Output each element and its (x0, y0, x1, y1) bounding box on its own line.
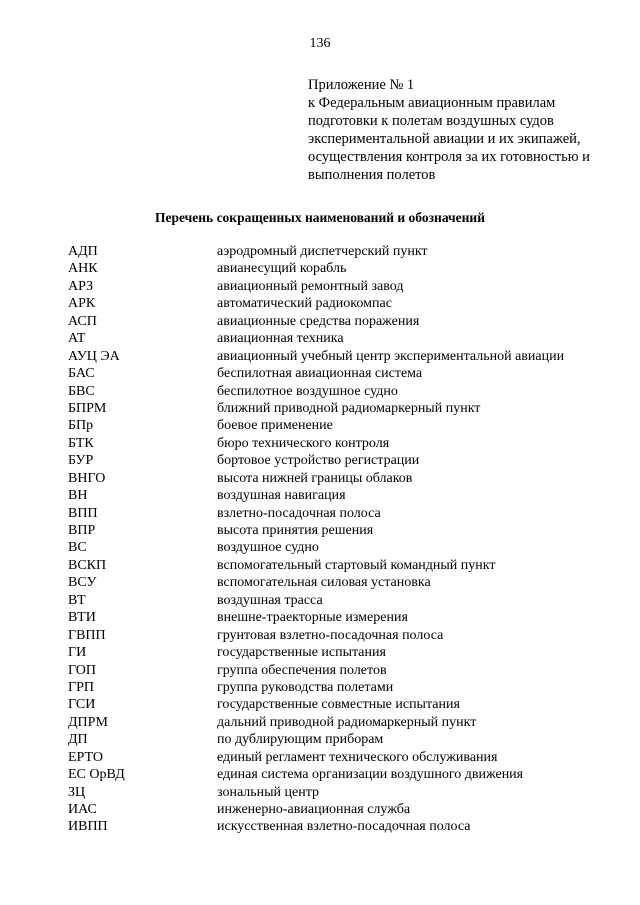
abbreviation-meaning: единый регламент технического обслуживания (217, 749, 498, 765)
abbreviation: ИАС (68, 802, 97, 817)
abbreviation-meaning: автоматический радиокомпас (217, 296, 392, 312)
abbreviation: ИВПП (68, 819, 108, 835)
list-item (68, 260, 628, 277)
abbreviation: ЕС ОрВД (68, 767, 125, 783)
list-item (68, 592, 628, 609)
abbreviation-meaning: инженерно-авиационная служба (217, 802, 411, 817)
appendix-line: выполнения полетов (308, 167, 436, 183)
appendix-line: Приложение № 1 (308, 77, 415, 93)
abbreviation-meaning: вспомогательная силовая установка (217, 575, 431, 591)
abbreviation: ВПР (68, 523, 96, 538)
abbreviation: БПр (68, 418, 94, 434)
abbreviation-meaning: грунтовая взлетно-посадочная полоса (217, 627, 444, 643)
list-item (68, 609, 628, 626)
list-item (68, 295, 628, 312)
abbreviation-meaning: бортовое устройство регистрации (217, 453, 420, 469)
list-item (68, 330, 628, 347)
abbreviation: ВН (68, 488, 88, 504)
abbreviation-meaning: группа обеспечения полетов (217, 662, 387, 678)
abbreviation-meaning: ближний приводной радиомаркерный пункт (217, 400, 481, 416)
list-item (68, 731, 628, 748)
list-item (68, 452, 628, 469)
list-item (68, 348, 628, 365)
abbreviation: АСП (68, 313, 97, 329)
list-item (68, 365, 628, 382)
abbreviation-meaning: группа руководства полетами (217, 679, 394, 695)
abbreviation-meaning: авиационная техника (217, 331, 344, 347)
list-item (68, 278, 628, 295)
abbreviation-meaning: воздушное судно (217, 540, 319, 556)
abbreviation: АУЦ ЭА (68, 348, 120, 364)
abbreviation: АТ (68, 331, 86, 347)
list-item (68, 522, 628, 539)
abbreviation-meaning: внешне-траекторные измерения (217, 610, 408, 626)
abbreviation-meaning: авиационный ремонтный завод (217, 278, 404, 294)
abbreviation-meaning: беспилотное воздушное судно (217, 383, 398, 399)
list-item (68, 784, 628, 801)
abbreviation-meaning: государственные испытания (217, 645, 386, 661)
abbreviation-meaning: искусственная взлетно-посадочная полоса (217, 819, 471, 835)
abbreviation: ВСКП (68, 557, 107, 573)
list-item (68, 801, 628, 818)
list-item (68, 435, 628, 452)
abbreviation-meaning: боевое применение (217, 418, 333, 434)
abbreviation: ЕРТО (68, 749, 103, 765)
list-item (68, 696, 628, 713)
abbreviation-meaning: авианесущий корабль (217, 261, 347, 277)
abbreviation: ДПРМ (68, 714, 108, 730)
abbreviation-meaning: высота нижней границы облаков (217, 470, 413, 486)
list-item (68, 818, 628, 835)
abbreviation: ЗЦ (68, 784, 86, 800)
list-title: Перечень сокращенных наименований и обозначений (155, 210, 485, 225)
abbreviation-list (68, 243, 628, 836)
list-item (68, 679, 628, 696)
abbreviation-meaning: вспомогательный стартовый командный пункт (217, 557, 496, 573)
list-item (68, 383, 628, 400)
abbreviation-meaning: авиационные средства поражения (217, 313, 420, 329)
abbreviation-meaning: единая система организации воздушного движения (217, 767, 524, 783)
list-item (68, 539, 628, 556)
abbreviation: ГВПП (68, 627, 106, 643)
abbreviation: ВС (68, 540, 87, 556)
appendix-line: экспериментальной авиации и их экипажей, (308, 131, 581, 147)
abbreviation: АРК (68, 296, 96, 312)
abbreviation-meaning: воздушная трасса (217, 592, 323, 608)
appendix-line: подготовки к полетам воздушных судов (308, 113, 554, 129)
page-number: 136 (309, 36, 331, 51)
abbreviation: АРЗ (68, 278, 94, 294)
abbreviation: БТК (68, 435, 94, 451)
appendix-line: осуществления контроля за их готовностью и (308, 149, 590, 165)
list-item (68, 714, 628, 731)
abbreviation: ВНГО (68, 470, 106, 486)
abbreviation: ВПП (68, 505, 98, 521)
list-item (68, 557, 628, 574)
abbreviation-meaning: аэродромный диспетчерский пункт (217, 244, 428, 259)
abbreviation: ГСИ (68, 697, 96, 713)
list-item (68, 644, 628, 661)
abbreviation-meaning: авиационный учебный центр экспериментальной авиации (217, 348, 565, 364)
appendix-header (308, 76, 628, 184)
appendix-line: к Федеральным авиационным правилам (308, 95, 556, 111)
abbreviation-meaning: зональный центр (217, 784, 320, 800)
abbreviation: ВТИ (68, 610, 96, 626)
list-item (68, 470, 628, 487)
abbreviation-meaning: бюро технического контроля (217, 435, 390, 451)
abbreviation: АДП (68, 244, 98, 259)
list-item (68, 574, 628, 591)
abbreviation: АНК (68, 261, 98, 277)
abbreviation: ДП (68, 732, 88, 748)
list-item (68, 766, 628, 783)
abbreviation: ГОП (68, 662, 96, 678)
abbreviation: БУР (68, 453, 94, 469)
list-item (68, 749, 628, 766)
abbreviation: БПРМ (68, 400, 107, 416)
abbreviation-meaning: высота принятия решения (217, 523, 374, 538)
abbreviation: ВСУ (68, 575, 97, 591)
abbreviation-meaning: по дублирующим приборам (217, 732, 384, 748)
abbreviation: ВТ (68, 592, 86, 608)
list-item (68, 505, 628, 522)
abbreviation-meaning: беспилотная авиационная система (217, 366, 423, 382)
list-item (68, 313, 628, 330)
abbreviation-meaning: государственные совместные испытания (217, 697, 460, 713)
list-item (68, 243, 628, 260)
list-item (68, 417, 628, 434)
abbreviation: БВС (68, 383, 95, 399)
abbreviation-meaning: взлетно-посадочная полоса (217, 505, 381, 521)
abbreviation: ГИ (68, 645, 87, 661)
list-item (68, 627, 628, 644)
abbreviation: ГРП (68, 679, 94, 695)
list-item (68, 400, 628, 417)
abbreviation: БАС (68, 366, 95, 382)
abbreviation-meaning: воздушная навигация (217, 488, 346, 504)
list-item (68, 662, 628, 679)
abbreviation-meaning: дальний приводной радиомаркерный пункт (217, 714, 477, 730)
list-item (68, 487, 628, 504)
